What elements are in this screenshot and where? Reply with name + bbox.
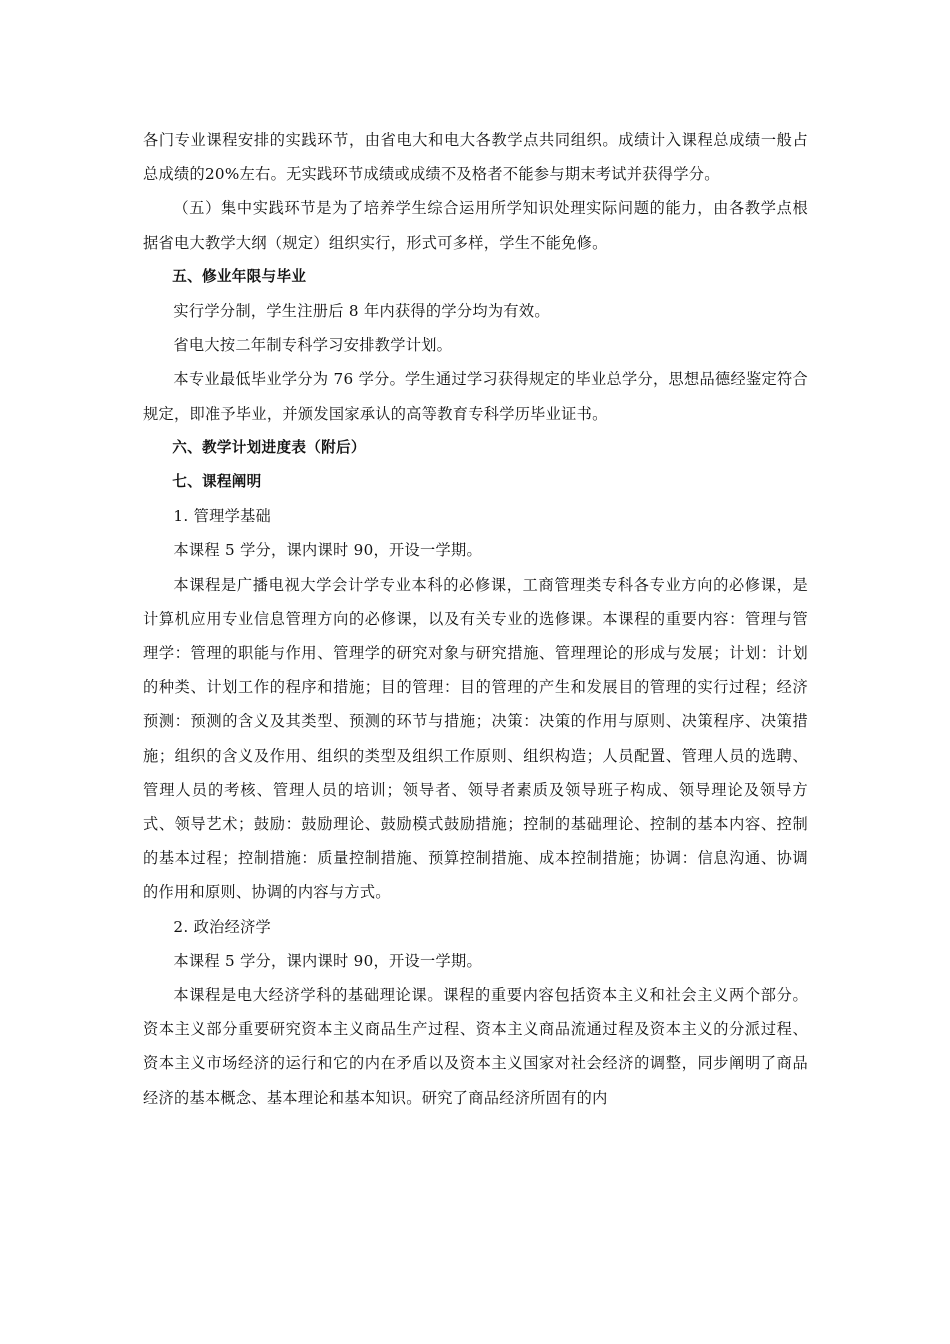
heading-study-years-graduation: 五、修业年限与毕业 (172, 267, 307, 285)
paragraph-minimum-credits: 本专业最低毕业学分为 76 学分。学生通过学习获得规定的毕业总学分，思想品德经鉴定符合规定，即准予毕业，并颁发国家承认的高等教育专科学历毕业证书。 (143, 370, 808, 423)
course-credits-political-economy: 本课程 5 学分，课内课时 90，开设一学期。 (173, 951, 482, 970)
heading-course-description: 七、课程阐明 (172, 473, 262, 491)
paragraph-two-year-plan: 省电大按二年制专科学习安排教学计划。 (173, 336, 453, 355)
paragraph-concentrated-practice: （五）集中实践环节是为了培养学生综合运用所学知识处理实际问题的能力，由各教学点根据省电大教学大纲（规定）组织实行，形式可多样，学生不能免修。 (143, 199, 808, 252)
heading-schedule-table: 六、教学计划进度表（附后） (172, 438, 366, 456)
course-title-management: 1. 管理学基础 (173, 507, 272, 526)
paragraph-credit-system: 实行学分制，学生注册后 8 年内获得的学分均为有效。 (173, 302, 550, 321)
course-title-political-economy: 2. 政治经济学 (173, 917, 272, 936)
course-content-management: 本课程是广播电视大学会计学专业本科的必修课，工商管理类专科各专业方向的必修课，是计算机应用专业信息管理方向的必修课，以及有关专业的选修课。本课程的重要内容：管理与管理学：管理的职能与作用、管理学的研究对象与研究措施、管理理论的形成与发展；计划：计划的种类、计划工作的程序和措施；目的管理：目的管理的产生和发展目的管理的实行过程；经济预测：预测的含义及其类型、预测的环节与措施；决策：决策的作用与原则、决策程序、决策措施；组织的含义及作用、组织的类型及组织工作原则、组织构造；人员配置、管理人员的选聘、管理人员的考核、管理人员的培训；领导者、领导者素质及领导班子构成、领导理论及领导方式、领导艺术；鼓励：鼓励理论、鼓励模式鼓励措施；控制的基础理论、控制的基本内容、控制的基本过程；控制措施：质量控制措施、预算控制措施、成本控制措施；协调：信息沟通、协调的作用和原则、协调的内容与方式。 (143, 575, 808, 902)
document-page (143, 123, 808, 1115)
paragraph-practice-grading: 各门专业课程安排的实践环节，由省电大和电大各教学点共同组织。成绩计入课程总成绩一般占总成绩的20%左右。无实践环节成绩或成绩不及格者不能参与期末考试并获得学分。 (143, 131, 808, 184)
course-credits-management: 本课程 5 学分，课内课时 90，开设一学期。 (173, 541, 482, 560)
course-content-political-economy: 本课程是电大经济学科的基础理论课。课程的重要内容包括资本主义和社会主义两个部分。资本主义部分重要研究资本主义商品生产过程、资本主义商品流通过程及资本主义的分派过程、资本主义市场经济的运行和它的内在矛盾以及资本主义国家对社会经济的调整，同步阐明了商品经济的基本概念、基本理论和基本知识。研究了商品经济所固有的内 (143, 986, 808, 1107)
